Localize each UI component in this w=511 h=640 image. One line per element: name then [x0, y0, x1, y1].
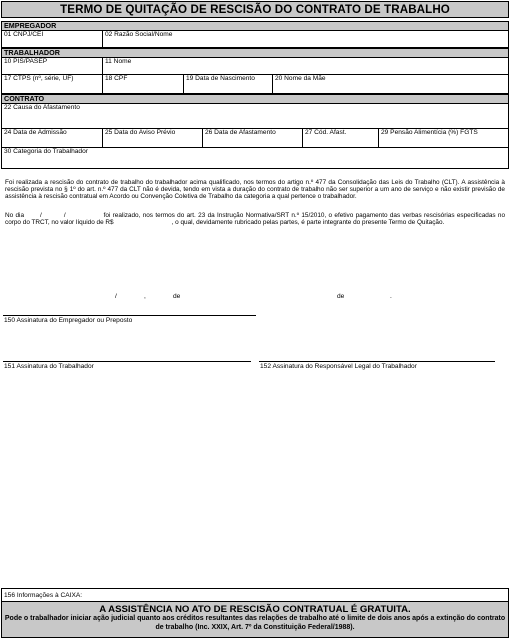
section-header-trabalhador: TRABALHADOR — [1, 48, 509, 58]
field-nome-mae[interactable]: 20 Nome da Mãe — [272, 74, 509, 94]
field-data-admissao[interactable]: 24 Data de Admissão — [1, 128, 103, 148]
field-ctps[interactable]: 17 CTPS (nº, série, UF) — [1, 74, 103, 94]
date-line-de: de — [337, 293, 345, 300]
paragraph-quitacao — [5, 212, 505, 226]
field-data-nascimento[interactable]: 19 Data de Nascimento — [183, 74, 273, 94]
signature-line-trabalhador — [3, 361, 251, 362]
field-categoria-trabalhador[interactable]: 30 Categoria do Trabalhador — [1, 147, 509, 169]
footer-notice — [1, 601, 509, 638]
field-pis[interactable]: 10 PIS/PASEP — [1, 57, 103, 75]
quitacao-text-end: , o qual, devidamente rubricado pelas partes, é parte integrante do presente Termo de Quitação. — [171, 219, 445, 227]
field-cod-afast[interactable]: 27 Cód. Afast. — [302, 128, 379, 148]
signature-line-empregador — [3, 315, 256, 316]
signature-line-responsavel — [259, 361, 495, 362]
section-header-contrato: CONTRATO — [1, 94, 509, 104]
no-dia-label: No dia — [5, 212, 25, 219]
field-informacoes-caixa[interactable]: 156 Informações à CAIXA: — [1, 588, 509, 602]
field-razao-social[interactable]: 02 Razão Social/Nome — [102, 30, 509, 48]
quitacao-text: foi realizado, nos termos do art. 23 da Instrução Normativa/SRT n.º 15/2010, o efetivo pagamento das verbas rescisórias especificadas no corpo do TRCT, no valor líquido de R$ — [5, 212, 505, 227]
field-causa-afastamento[interactable]: 22 Causa do Afastamento — [1, 103, 509, 129]
field-cnpj[interactable]: 01 CNPJ/CEI — [1, 30, 103, 48]
paragraph-rescisao: Foi realizada a rescisão do contrato de trabalho do trabalhador acima qualificado, nos termos do artigo n.º 477 da Consolidação das Leis do Trabalho (CLT). A assistência à rescisão prevista no § 1º do art. n.º 477 da CLT não é devida, tendo em vista a duração do contrato de trabalho não ser superior a um ano de serviço e não existir previsão de assistência à rescisão contratual em Acordo ou Convenção Coletiva de Trabalho da categoria a qual pertence o trabalhador. — [5, 179, 505, 201]
field-data-afastamento[interactable]: 26 Data de Afastamento — [202, 128, 303, 148]
date-line-slash: / — [115, 293, 117, 300]
date-line-dot: . — [390, 293, 392, 300]
section-header-empregador: EMPREGADOR — [1, 21, 509, 31]
signature-label-responsavel: 152 Assinatura do Responsável Legal do Trabalhador — [260, 363, 417, 370]
field-data-aviso-previo[interactable]: 25 Data do Aviso Prévio — [102, 128, 203, 148]
footer-text: Pode o trabalhador iniciar ação judicial quanto aos créditos resultantes das relações de trabalho até o limite de dois anos após a extinção do contrato de trabalho (Inc. XXIX, Art. 7º da Constituição Federal/1988). — [4, 615, 506, 631]
document-title: TERMO DE QUITAÇÃO DE RESCISÃO DO CONTRATO DE TRABALHO — [1, 1, 509, 18]
date-line-de: de — [173, 293, 181, 300]
field-nome[interactable]: 11 Nome — [102, 57, 509, 75]
field-cpf[interactable]: 18 CPF — [102, 74, 184, 94]
signature-label-trabalhador: 151 Assinatura do Trabalhador — [4, 363, 94, 370]
date-slash: / — [63, 212, 66, 219]
date-slash: / — [40, 212, 42, 219]
signature-label-empregador: 150 Assinatura do Empregador ou Preposto — [4, 317, 133, 324]
date-line-comma: , — [144, 293, 146, 300]
field-pensao-alimenticia[interactable]: 29 Pensão Alimentícia (%) FGTS — [378, 128, 509, 148]
footer-headline: A ASSISTÊNCIA NO ATO DE RESCISÃO CONTRATUAL É GRATUITA. — [99, 604, 411, 615]
